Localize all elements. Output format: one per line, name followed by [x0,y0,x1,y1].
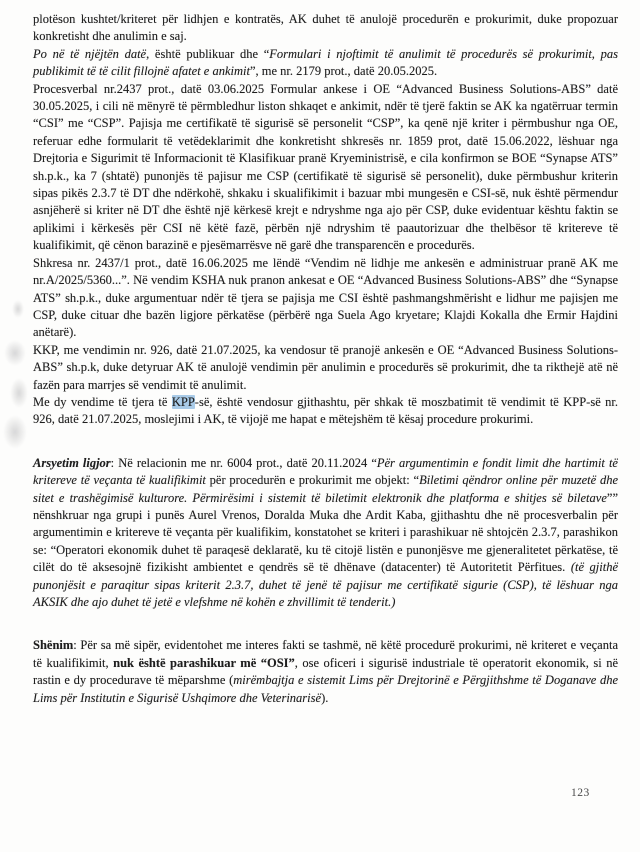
para-procesverbal-ankese [33,81,618,255]
scan-smudge [3,415,27,449]
text-run: ). [321,690,329,705]
text-run: plotëson kushtet/kriteret për lidhjen e kontratës, AK duhet të anulojë procedurën e prokurimit, duke propozuar konkretisht dhe anulimin e saj. [33,12,618,44]
scan-smudge [10,378,28,408]
text-run: ”” nënshkruar nga grupi i punës Aurel Vrenos, Doralda Muka dhe Ardit Kaba, gjithashtu dhe në procesverbalin për argumentimin e kritereve të veçanta për kualifikim, konstatohet se kriteri i parashikuar në shtojcën 2.3.7, parashikon se: “Operatori ekonomik duhet të paraqesë deklaratë, ku të citojë listën e punonjësve me gjeneralitetet përkatëse, të cilët do të aksesojnë fizikisht ambientet e qendrës së të dhënave (datacenter) të Autoritetit Përfitues. [33,490,618,575]
text-run: Shënim [33,638,74,653]
scan-smudge [12,300,24,318]
text-run: Formulari i njoftimit të anulimit të procedurës së prokurimit, pas publikimit të të cilit fillojnë afatet e ankimit [33,46,618,79]
text-run: : Për sa më sipër, evidentohet me interes fakti se tashmë, në këtë procedurë prokurimi, në kriteret e veçanta të kualifikimit, [33,638,618,670]
page-number: 123 [571,787,590,799]
text-run: -së, është vendosur gjithashtu, për shkak të moszbatimit të vendimit të KPP-së nr. 926, datë 21.07.2025, moslejimi i AK, të vijojë me hapat e mëtejshëm të kësaj procedure prokurimi. [33,394,619,427]
text-run: Arsyetim ligjor [33,455,111,470]
para-anulimi-procedures [33,11,618,46]
text-run: për procedurën e prokurimit me objekt: “ [205,473,420,488]
text-run: ”, me nr. 2179 prot., datë 20.05.2025. [249,64,438,79]
text-run: Po në të njëjtën datë [33,46,147,61]
para-kkp-vendimi-926 [33,342,618,394]
document-body [33,11,618,707]
scan-smudge [4,340,26,366]
para-formulari-njoftimit [33,46,618,81]
text-run: KKP, me vendimin nr. 926, datë 21.07.2025, ka vendosur të pranojë ankesën e OE “Advanced Business Solutions-ABS” sh.p.k, duke detyruar AK të anulojë vendimin për anulimin e procedurës së prokurimit, dhe ta rikthejë atë në fazën para marrjes së vendimit të anulimit. [33,342,618,392]
text-run: Biletimi qëndror online për muzetë dhe sitet e trashëgimisë kulturore. Përmirësimi i sistemit të biletimit elektronik dhe platforma e shitjes së biletave [33,473,619,505]
text-run: mirëmbajtja e sistemit Lims për Drejtorinë e Përgjithshme të Doganave dhe Lims për Institutin e Sigurisë Ushqimore dhe Veterinarisë [33,673,618,705]
text-run: Me dy vendime të tjera të [33,394,172,409]
text-run: nuk është parashikuar më “OSI” [113,655,295,670]
text-run: Shkresa nr. 2437/1 prot., datë 16.06.2025 me lëndë “Vendim në lidhje me ankesën e administruar pranë AK me nr.A/2025/5360...”. Në vendim KSHA nuk pranon ankesat e OE “Advanced Business Solutions-ABS” dhe “Synapse ATS” sh.p.k., duke argumentuar ndër të tjera se pajisja me CSI është pashmangshmërisht e lidhur me pajisjen me CSP, duke cituar dhe bazën ligjore përkatëse (përbërë nga Suela Ago kryetare; Klajdi Kokalla dhe Ermir Hajdini anëtarë). [33,255,618,340]
para-shenim [33,637,618,707]
text-run: , ose oficeri i sigurisë industriale të operatorit ekonomik, si në rastin e dy procedurave të mëparshme ( [33,655,618,688]
para-shkresa-vendim [33,255,618,342]
text-run: Procesverbal nr.2437 prot., datë 03.06.2025 Formular ankese i OE “Advanced Business Solutions-ABS” datë 30.05.2025, i cili në mënyrë të përmbledhur liston shkaqet e ankimit, ndër të tjerë faktin se AK ka ngatërruar termin “CSI” me “CSP”. Pajisja me certifikatë të sigurisë së personelit “CSP”, ka qenë një kriter i përmbushur nga OE, referuar edhe formularit të vetëdeklarimit dhe konkretisht shkresës nr. 1859 prot, datë 15.06.2022, lëshuar nga Drejtoria e Sigurimit të Informacionit të Klasifikuar pranë Kryeministrisë, e cila konfirmon se BOE “Synapse ATS” sh.p.k., ka 7 (shtatë) punonjës të pajisur me CSP (certifikatë të sigurisë së personelit), duke përmbushur kriterin sipas pikës 2.3.7 të DT dhe ndërkohë, shkaku i skualifikimit i bazuar mbi mungesën e CSI-së, nuk është përmendur asnjëherë si kriter në DT dhe është një kërkesë krejt e ndryshme nga ajo për CSP, duke evidentuar kështu faktin se aplikimi i kërkesës për CSI në këtë fazë, përbën një ndryshim të paautorizuar dhe thelbësor të kritereve të kualifikimit, që cënon barazinë e pjesëmarrësve në garë dhe transparencën e procedurës. [33,81,618,253]
para-dy-vendime-kpp [33,394,618,429]
para-arsyetim-ligjor [33,455,618,612]
text-run: , është publikuar dhe “ [146,46,270,61]
highlighted-text: KPP [171,394,195,409]
text-run: (të gjithë punonjësit e paraqitur sipas kriterit 2.3.7, duhet të jenë të pajisur me certifikatë sigurie (CSP), të lëshuar nga AKSIK dhe ajo duhet të jetë e vlefshme në kohën e zhvillimit të tenderit.) [33,560,618,609]
text-run: : Në relacionin me nr. 6004 prot., datë 20.11.2024 “ [110,455,377,470]
text-run: Për argumentimin e fondit limit dhe hartimit të kritereve të veçanta të kualifikimit [33,455,618,488]
